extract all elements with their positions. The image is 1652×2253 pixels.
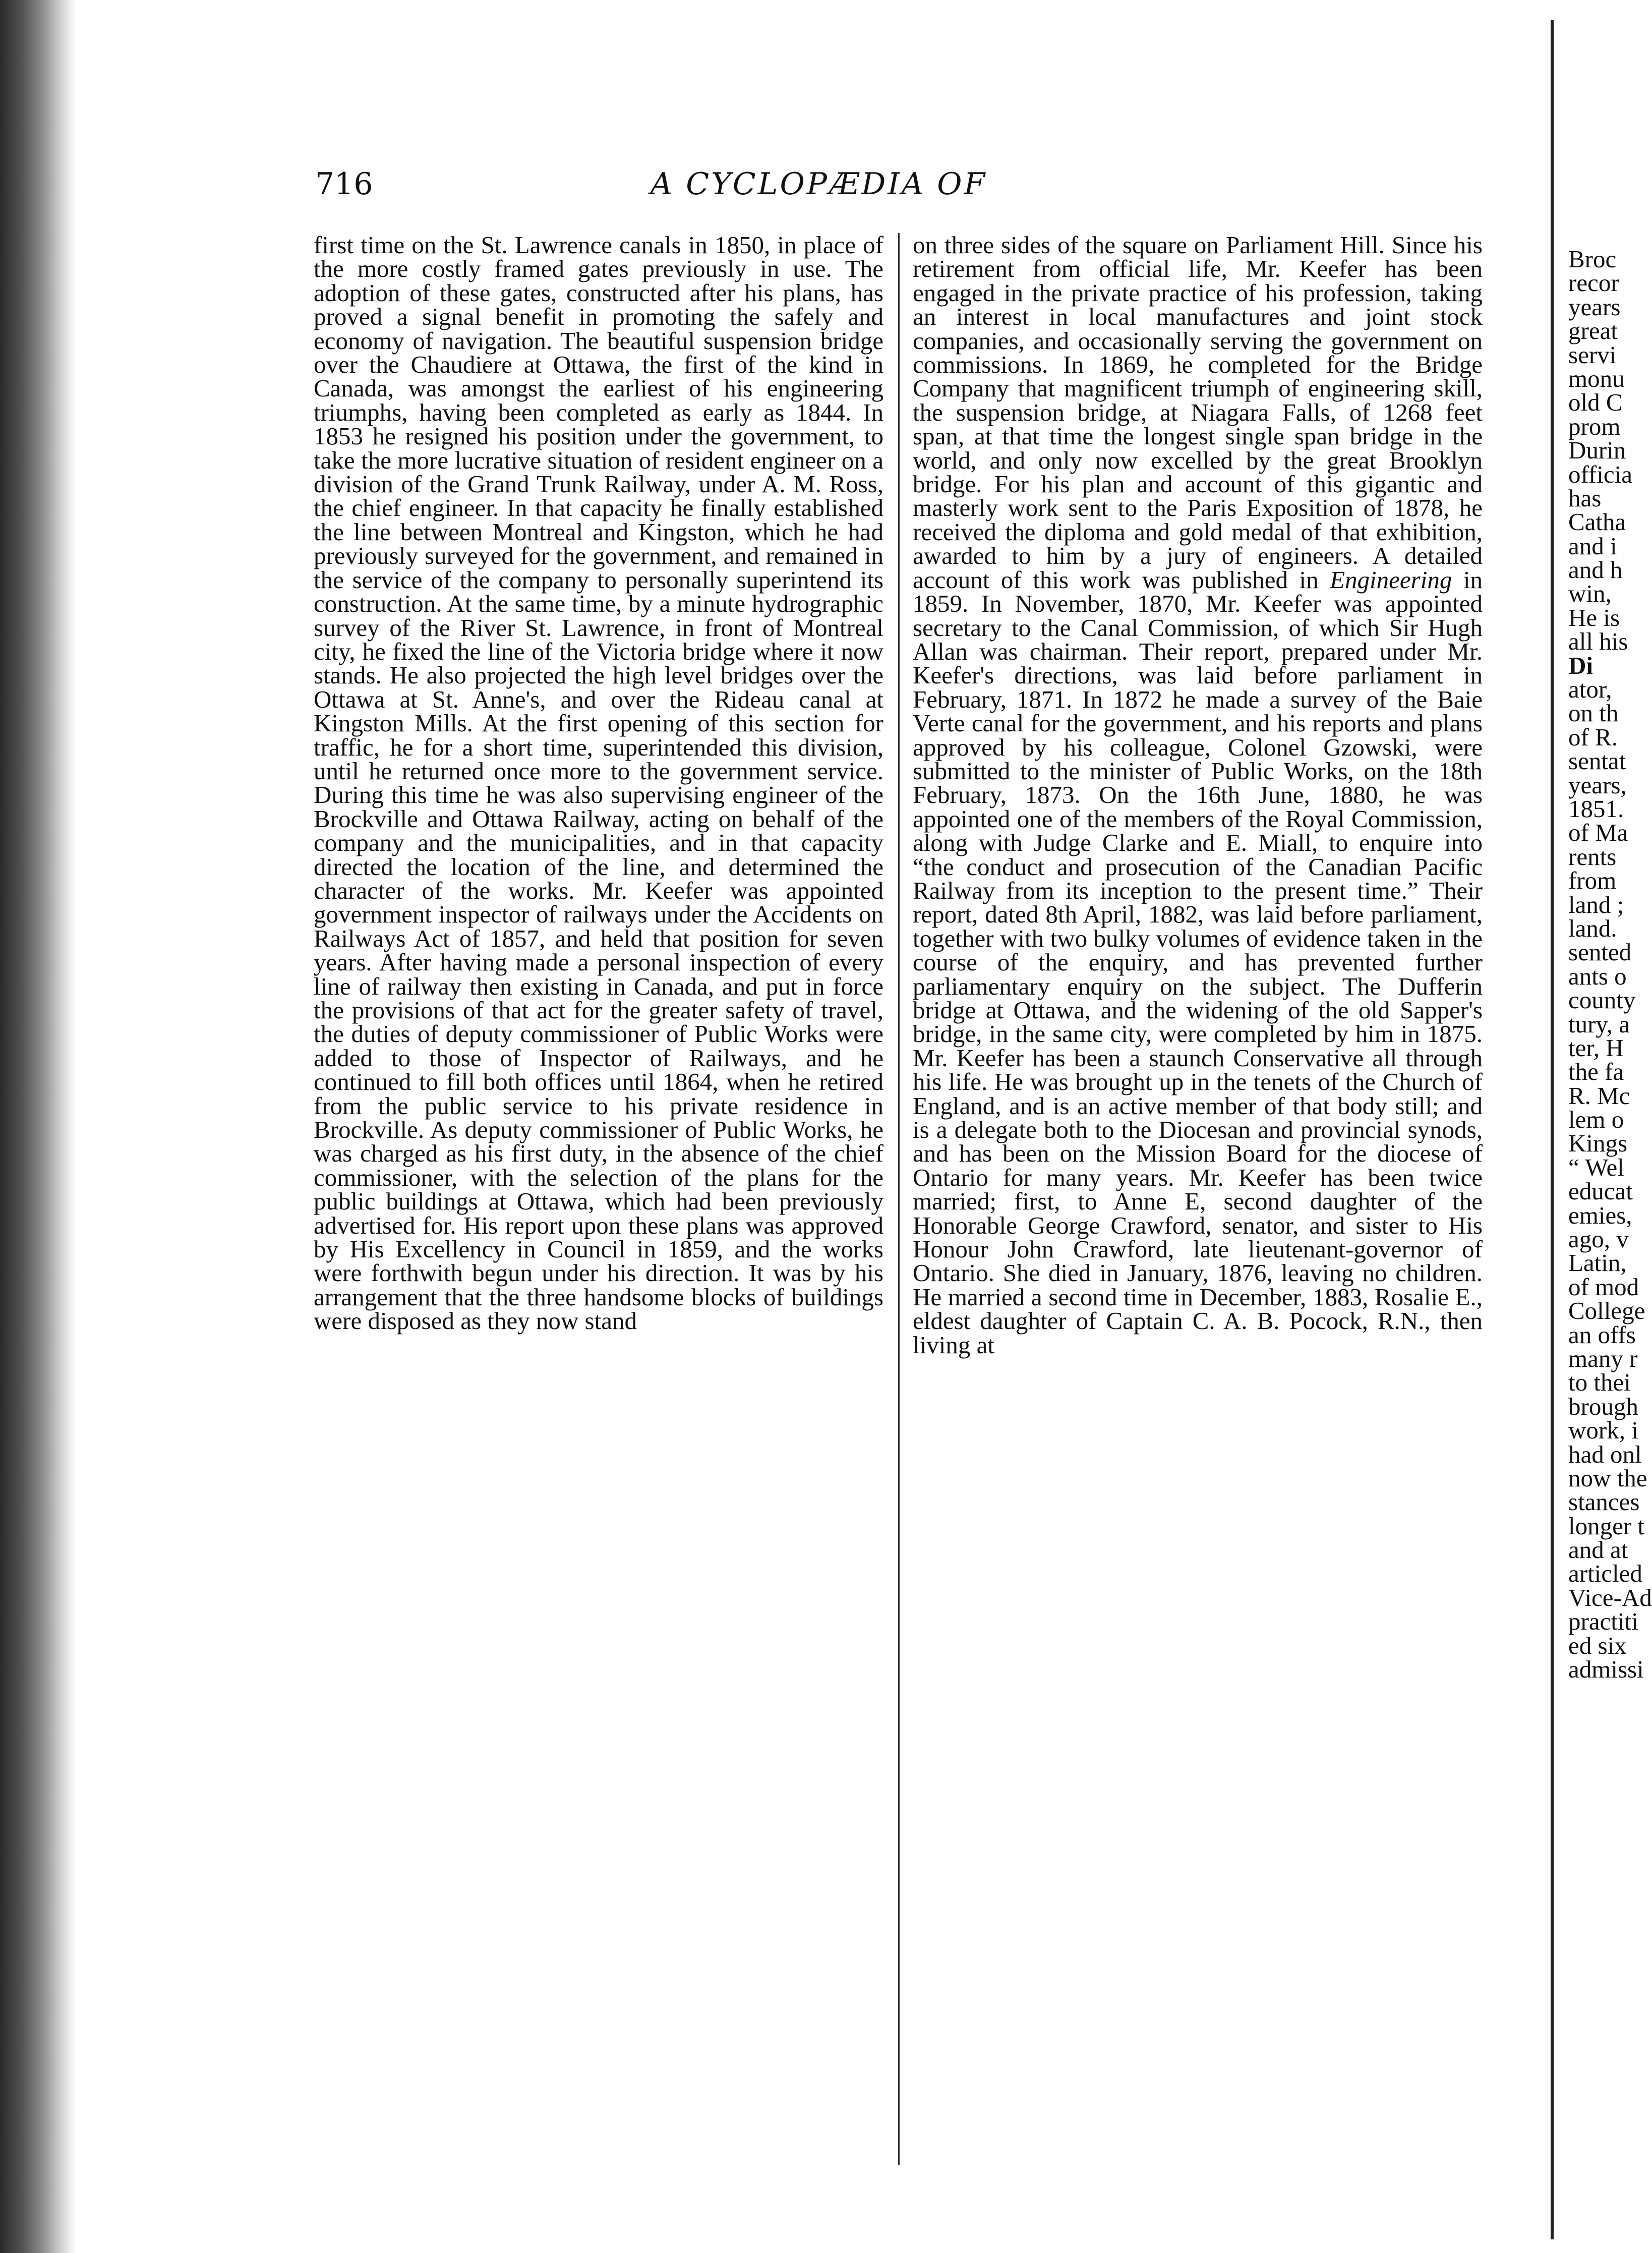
right-fragment-line: county — [1568, 986, 1636, 1014]
right-fragment-line: practiti — [1568, 1607, 1638, 1636]
right-fragment-line: great — [1568, 317, 1618, 345]
right-fragment-line: has — [1568, 484, 1602, 512]
right-fragment-line: ants o — [1568, 962, 1627, 990]
right-fragment-line: and h — [1568, 556, 1623, 584]
right-fragment-line: to thei — [1568, 1368, 1631, 1397]
right-fragment-line: longer t — [1568, 1512, 1645, 1540]
right-fragment-line: sented — [1568, 938, 1632, 966]
right-fragment-line: Broc — [1568, 245, 1617, 273]
right-fragment-line: educat — [1568, 1177, 1633, 1205]
middle-text-part1: on three sides of the square on Parliament Hill. Since his retirement from official life, Mr. Keefer has been engaged in the private practice of his profession, taking an interest in local manufactures and joint stock companies, and occasionally serving the government on commissions. In 1869, he completed for the Bridge Company that magnificent triumph of engineering skill, the suspension bridge, at Niagara Falls, of 1268 feet span, at that time the longest single span bridge in the world, and only now excelled by the great Brooklyn bridge. For his plan and account of this gigantic and masterly work sent to the Paris Exposition of 1878, he received the diploma and gold medal of that exhibition, awarded to him by a jury of engineers. A detailed account of this work was published in — [913, 231, 1483, 594]
right-fragment-line: Kings — [1568, 1129, 1628, 1158]
right-fragment-line: of R. — [1568, 723, 1618, 751]
running-head: A CYCLOPÆDIA OF — [650, 166, 987, 202]
right-fragment-line: Durin — [1568, 436, 1626, 465]
right-fragment-line: on th — [1568, 699, 1619, 727]
right-fragment-line: old C — [1568, 388, 1623, 417]
right-fragment-line: brough — [1568, 1392, 1638, 1420]
book-gutter-shadow — [0, 0, 76, 2253]
left-column-text: first time on the St. Lawrence canals in 1850, in place of the more costly framed gates previously in use. The adoption of these gates, constructed after his plans, has proved a signal benefit in promoting the safely and economy of navigation. The beautiful suspension bridge over the Chaudiere at Ottawa, the first of the kind in Canada, was amongst the earliest of his engineering triumphs, having been completed as early as 1844. In 1853 he resigned his position under the government, to take the more lucrative situation of resident engineer on a division of the Grand Trunk Railway, under A. M. Ross, the chief engineer. In that capacity he finally established the line between Montreal and Kingston, which he had previously surveyed for the government, and remained in the service of the company to personally superintend its construction. At the same time, by a minute hydrographic survey of the River St. Lawrence, in front of Montreal city, he fixed the line of the Victoria bridge where it now stands. He also projected the high level bridges over the Ottawa at St. Anne's, and over the Rideau canal at Kingston Mills. At the first opening of this section for traffic, he for a short time, superintended this division, until he returned once more to the government service. During this time he was also supervising engineer of the Brockville and Ottawa Railway, acting on behalf of the company and the municipalities, and in that capacity directed the location of the line, and determined the character of the works. Mr. Keefer was appointed government inspector of railways under the Accidents on Railways Act of 1857, and held that position for seven years. After having made a personal inspection of every line of railway then existing in Canada, and put in force the provisions of that act for the greater safety of travel, the duties of deputy commissioner of Public Works were added to those of Inspector of Railways, and he continued to fill both offices until 1864, when he retired from the public service to his private residence in Brockville. As deputy commissioner of Public Works, he was charged as his first duty, in the absence of the chief commissioner, with the selection of the plans for the public buildings at Ottawa, which had been previously advertised for. His report upon these plans was approved by His Excellency in Council in 1859, and the works were forthwith begun under his direction. It was by his arrangement that the three handsome blocks of buildings were disposed as they now stand — [314, 231, 883, 1335]
right-fragment-line: tury, a — [1568, 1010, 1630, 1038]
right-fragment-line: now the — [1568, 1464, 1647, 1492]
right-fragment-line: 1851. — [1568, 794, 1624, 823]
right-fragment-line: of Ma — [1568, 819, 1628, 847]
right-fragment-line: He is — [1568, 603, 1620, 631]
right-fragment-line: ago, v — [1568, 1225, 1629, 1253]
right-fragment-line: prom — [1568, 412, 1621, 440]
right-page-fragment — [1568, 245, 1652, 1684]
right-fragment-line: many r — [1568, 1344, 1638, 1372]
right-fragment-line: “ Wel — [1568, 1153, 1624, 1181]
right-fragment-line: an offs — [1568, 1320, 1636, 1349]
right-fragment-line: work, i — [1568, 1416, 1638, 1445]
middle-column-text — [913, 233, 1483, 1357]
right-fragment-line: articled — [1568, 1559, 1642, 1588]
middle-text-italic: Engineering — [1330, 565, 1452, 594]
right-fragment-line: emies, — [1568, 1201, 1632, 1229]
right-fragment-line: servi — [1568, 340, 1617, 369]
right-fragment-line: land ; — [1568, 890, 1624, 918]
left-column — [314, 233, 883, 1333]
right-fragment-line: ter, H — [1568, 1033, 1624, 1062]
right-fragment-line: officia — [1568, 460, 1632, 488]
right-fragment-line: rents — [1568, 842, 1617, 871]
column-divider — [898, 233, 900, 2165]
right-fragment-line: all his — [1568, 627, 1628, 656]
right-fragment-line: from — [1568, 866, 1617, 895]
right-fragment-line: win, — [1568, 580, 1612, 608]
right-fragment-line: College — [1568, 1297, 1645, 1325]
right-fragment-line: Latin, — [1568, 1249, 1627, 1277]
right-fragment-line: Vice-Ad — [1568, 1583, 1652, 1611]
right-fragment-line: stances — [1568, 1488, 1640, 1516]
right-fragment-line: sentat — [1568, 747, 1626, 775]
page-number: 716 — [315, 166, 373, 202]
right-fragment-line: had onl — [1568, 1440, 1642, 1468]
right-fragment-line: of mod — [1568, 1273, 1639, 1301]
right-fragment-line: lem o — [1568, 1106, 1624, 1134]
right-fragment-line: years, — [1568, 771, 1627, 799]
right-fragment-line: monu — [1568, 364, 1625, 392]
right-fragment-line: land. — [1568, 914, 1617, 942]
middle-column — [913, 233, 1483, 1357]
right-fragment-line: Catha — [1568, 508, 1626, 536]
right-fragment-line: ed six — [1568, 1631, 1627, 1659]
page-edge-divider — [1551, 20, 1554, 2239]
right-fragment-line: years — [1568, 293, 1621, 321]
middle-text-part2: in 1859. In November, 1870, Mr. Keefer was appointed secretary to the Canal Commission, of which Sir Hugh Allan was chairman. Their report, prepared under Mr. Keefer's directions, was laid before parliament in February, 1871. In 1872 he made a survey of the Baie Verte canal for the government, and his reports and plans approved by his colleague, Colonel Gzowski, were submitted to the minister of Public Works, on the 18th February, 1873. On the 16th June, 1880, he was appointed one of the members of the Royal Commission, along with Judge Clarke and E. Miall, to enquire into “the conduct and prosecution of the Canadian Pacific Railway from its inception to the present time.” Their report, dated 8th April, 1882, was laid before parliament, together with two bulky volumes of evidence taken in the course of the enquiry, and has prevented further parliamentary enquiry on the subject. The Dufferin bridge at Ottawa, and the widening of the old Sapper's bridge, in the same city, were completed by him in 1875. Mr. Keefer has been a staunch Conservative all through his life. He was brought up in the tenets of the Church of England, and is an active member of that body still; and is a delegate both to the Diocesan and provincial synods, and has been on the Mission Board for the diocese of Ontario for many years. Mr. Keefer has been twice married; first, to Anne E, second daughter of the Honorable George Crawford, senator, and sister to His Honour John Crawford, late lieutenant-governor of Ontario. She died in January, 1876, leaving no children. He married a second time in December, 1883, Rosalie E., eldest daughter of Captain C. A. B. Pocock, R.N., then living at — [913, 565, 1483, 1359]
right-fragment-line: ator, — [1568, 675, 1612, 704]
right-fragment-line: and at — [1568, 1536, 1628, 1564]
right-fragment-line: R. Mc — [1568, 1081, 1630, 1110]
right-fragment-line: admissi — [1568, 1655, 1644, 1684]
right-fragment-line: Di — [1568, 651, 1593, 679]
right-fragment-line: recor — [1568, 269, 1619, 297]
right-fragment-line: the fa — [1568, 1058, 1624, 1086]
right-fragment-line: and i — [1568, 532, 1617, 560]
